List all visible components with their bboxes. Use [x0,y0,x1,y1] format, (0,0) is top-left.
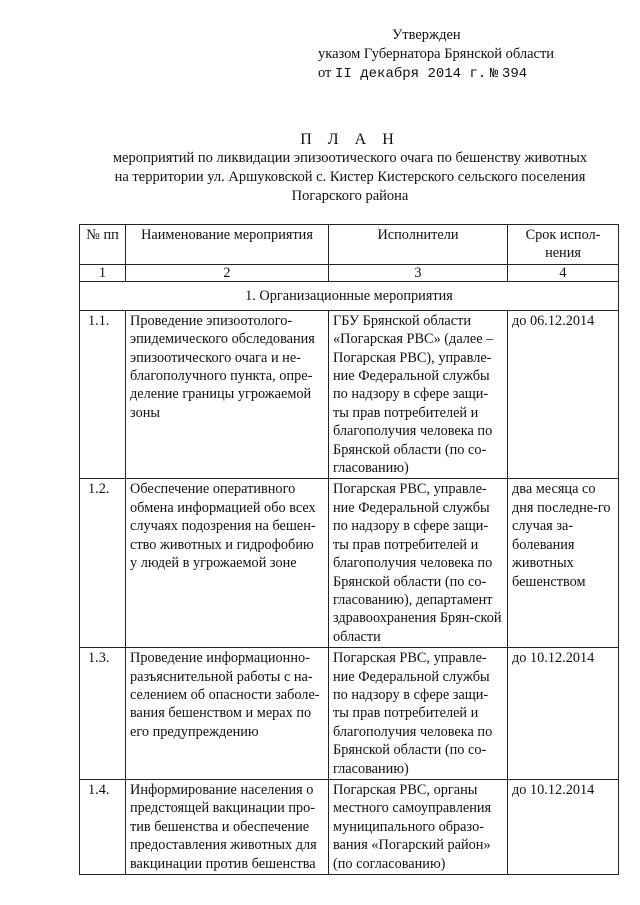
row-exec: Погарская РВС, органы местного самоуправления муниципального образо-вания «Погарский район» (по согласованию) [329,779,508,874]
row-exec: Погарская РВС, управле-ние Федеральной службы по надзору в сфере защи-ты прав потребителей и благополучия человека по Брянской области (по со-гласованию) [329,648,508,780]
section-row [80,281,619,310]
row-name: Проведение информационно-разъяснительной работы с на-селением об опасности заболе-вания бешенством и мерах по его предупреждению [126,648,329,780]
approval-number: 394 [501,66,528,82]
table-row [80,648,619,780]
approval-date-line [318,64,554,84]
table-header-row [80,225,619,265]
row-term: два месяца со дня последне-го случая за-болевания животных бешенством [508,479,619,648]
section-title: 1. Организационные мероприятия [80,281,619,310]
approval-number-label: № [489,66,499,82]
title-line-3: Погарского района [291,188,409,204]
colnum-2: 2 [126,264,329,281]
row-num: 1.3. [80,648,126,780]
approval-stamp [318,26,554,84]
row-num: 1.4. [80,779,126,874]
approval-decree: указом Губернатора Брянской области [318,46,555,62]
header-num: № пп [80,225,126,265]
plan-heading: П Л А Н [300,131,400,148]
row-name: Обеспечение оперативного обмена информацией обо всех случаях подозрения на бешен-ство животных и гидрофобию у людей в угрожаемой зоне [126,479,329,648]
row-name: Информирование населения о предстоящей вакцинации про-тив бешенства и обеспечение предоставления животных для вакцинации против бешенства [126,779,329,874]
header-term: Срок испол-нения [508,225,619,265]
header-name: Наименование мероприятия [126,225,329,265]
plan-table [79,224,619,875]
row-name: Проведение эпизоотолого-эпидемического обследования эпизоотического очага и не-благополучного пункта, опре-деление границы угрожаемой зоны [126,310,329,479]
table-row [80,310,619,479]
table-row [80,479,619,648]
approval-date: II декабря 2014 г. [335,66,487,82]
row-term: до 10.12.2014 [508,648,619,780]
approval-date-prefix: от [318,65,332,81]
row-exec: ГБУ Брянской области «Погарская РВС» (далее – Погарская РВС), управле-ние Федеральной службы по надзору в сфере защи-ты прав потребителей и благополучия человека по Брянской области (по со-гласованию) [329,310,508,479]
colnum-4: 4 [508,264,619,281]
row-term: до 10.12.2014 [508,779,619,874]
approval-label: Утвержден [392,27,461,43]
document-title [60,130,640,206]
row-num: 1.1. [80,310,126,479]
row-exec: Погарская РВС, управле-ние Федеральной службы по надзору в сфере защи-ты прав потребителей и благополучия человека по Брянской области (по со-гласованию), департамент здравоохранения Брян-ской области [329,479,508,648]
column-number-row [80,264,619,281]
title-line-2: на территории ул. Аршуковской с. Кистер Кистерского сельского поселения [114,169,586,185]
colnum-1: 1 [80,264,126,281]
title-line-1: мероприятий по ликвидации эпизоотического очага по бешенству животных [112,150,588,166]
table-row [80,779,619,874]
row-term: до 06.12.2014 [508,310,619,479]
colnum-3: 3 [329,264,508,281]
row-num: 1.2. [80,479,126,648]
header-exec: Исполнители [329,225,508,265]
